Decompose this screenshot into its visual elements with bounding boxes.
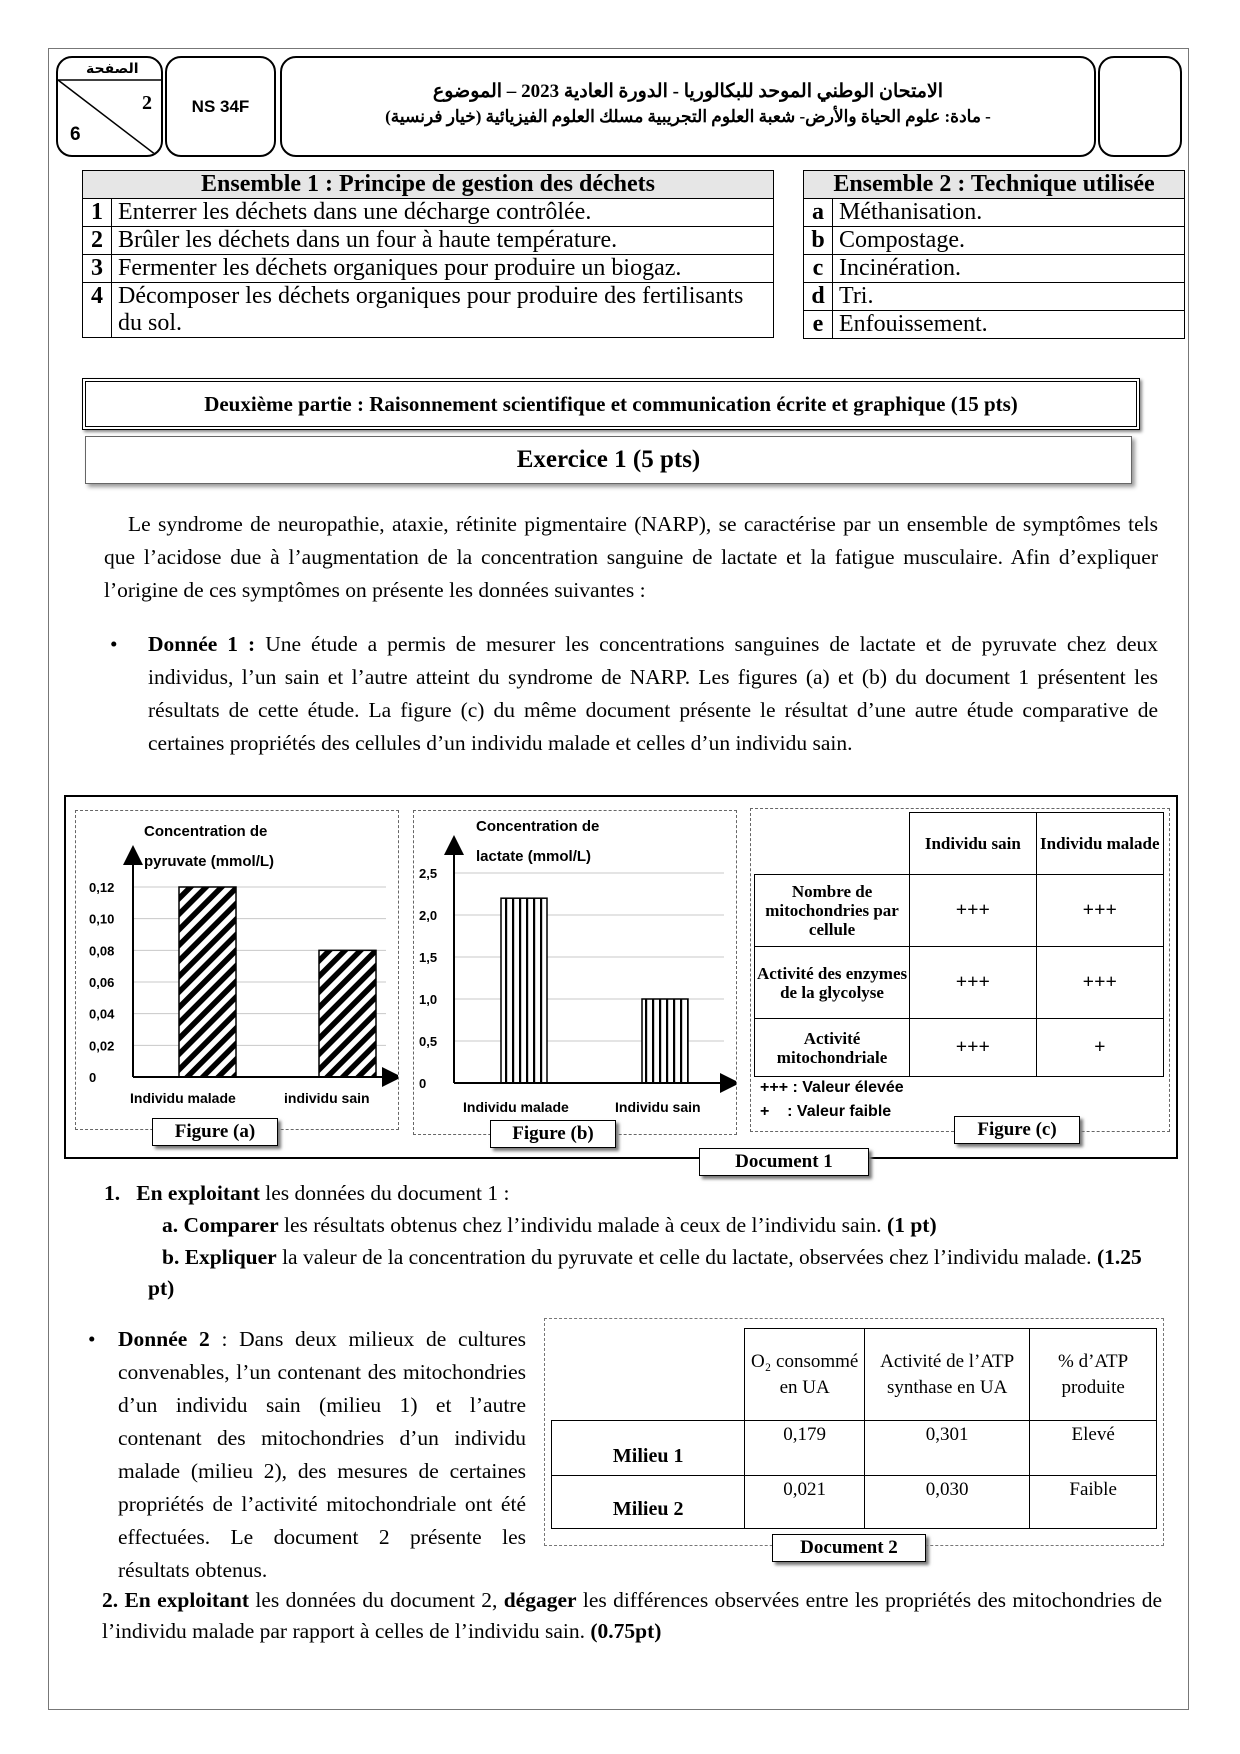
y-tick-label: 0,04 bbox=[89, 1006, 115, 1022]
col-malade: Individu malade bbox=[1036, 813, 1163, 875]
legend-low: + : Valeur faible bbox=[760, 1103, 892, 1120]
table-row: a Méthanisation. bbox=[804, 199, 1185, 227]
intro-paragraph: Le syndrome de neuropathie, ataxie, rétinite pigmentaire (NARP), se caractérise par un ensemble de symptômes tels que l’acidose due à l’augmentation de la concentration sanguine de lactate et la fatigue musculaire. Afin d’expliquer l’origine de ces symptômes on présente les données suivantes : bbox=[104, 512, 1158, 602]
document2-label: Document 2 bbox=[772, 1534, 926, 1562]
chart-title: Concentration de bbox=[144, 823, 268, 840]
table-row: 3 Fermenter les déchets organiques pour produire un biogaz. bbox=[83, 255, 774, 283]
table-row: Activité des enzymes de la glycolyse +++ +++ bbox=[755, 947, 1164, 1019]
exercise-title: Exercice 1 (5 pts) bbox=[85, 436, 1132, 484]
table-row: Activité mitochondriale +++ + bbox=[755, 1019, 1164, 1077]
figure-b-frame bbox=[413, 810, 737, 1135]
question-1: 1. En exploitant les données du document 1 : bbox=[104, 1181, 510, 1205]
ensemble2-table bbox=[803, 170, 1185, 339]
x-category-label: Individu sain bbox=[615, 1099, 701, 1115]
bullet-icon: • bbox=[110, 632, 118, 656]
x-category-label: individu sain bbox=[284, 1090, 370, 1106]
table-row: d Tri. bbox=[804, 283, 1185, 311]
y-tick-label: 2,5 bbox=[419, 866, 438, 881]
page-label: الصفحة bbox=[86, 60, 139, 76]
figure-c-table bbox=[754, 812, 1164, 1077]
bar bbox=[319, 950, 376, 1077]
document2-table bbox=[551, 1328, 1157, 1529]
y-tick-label: 0,06 bbox=[89, 975, 115, 990]
y-tick-label: 0,10 bbox=[89, 911, 115, 927]
y-tick-label: 0 bbox=[419, 1076, 427, 1091]
table-row: Milieu 2 0,021 0,030 Faible bbox=[552, 1476, 1157, 1529]
y-tick-label: 0,5 bbox=[419, 1034, 438, 1049]
legend-high: +++ : Valeur élevée bbox=[760, 1079, 904, 1096]
ensemble2-title: Ensemble 2 : Technique utilisée bbox=[804, 171, 1185, 199]
y-tick-label: 0,12 bbox=[89, 880, 115, 895]
bar bbox=[642, 999, 688, 1083]
x-category-label: Individu malade bbox=[463, 1099, 569, 1115]
figure-c-caption: Figure (c) bbox=[954, 1116, 1080, 1144]
table-row: 1 Enterrer les déchets dans une décharge contrôlée. bbox=[83, 199, 774, 227]
pyruvate-chart bbox=[76, 811, 398, 1129]
subject-code-box bbox=[165, 56, 276, 157]
header-o2: O₂ consommé en UA bbox=[745, 1329, 865, 1421]
y-tick-label: 0,02 bbox=[89, 1038, 115, 1054]
question-2: 2. En exploitant les données du document 2, dégager les différences observées entre les propriétés des mitochondries de l’individu malade par rapport à celles de l’individu sain. (0.75pt) bbox=[102, 1588, 1162, 1643]
donnee2-paragraph: Donnée 2 : Dans deux milieux de cultures convenables, l’un contenant des mitochondries d’un individu sain (milieu 1) et l’autre contenant des mitochondries d’un individu malade (milieu 2), des mesures de certaines propriétés de l’activité mitochondriale ont été effectuées. Le document 2 présente les résultats obtenus. bbox=[118, 1327, 526, 1582]
subject-code: NS 34F bbox=[191, 97, 250, 116]
chart-title: pyruvate (mmol/L) bbox=[144, 853, 275, 870]
figure-a-frame bbox=[75, 810, 399, 1130]
bullet-icon: • bbox=[88, 1327, 96, 1351]
ensemble1-table bbox=[82, 170, 774, 338]
table-row: 2 Brûler les déchets dans un four à haute température. bbox=[83, 227, 774, 255]
y-tick-label: 1,0 bbox=[419, 992, 438, 1007]
exam-title: الامتحان الوطني الموحد للبكالوريا - الدورة العادية 2023 – الموضوع bbox=[432, 81, 944, 102]
header-atp-percent: % d’ATP produite bbox=[1030, 1329, 1157, 1421]
bar bbox=[179, 887, 236, 1077]
table-row: b Compostage. bbox=[804, 227, 1185, 255]
table-row: 4 Décomposer les déchets organiques pour produire des fertilisants du sol. bbox=[83, 283, 774, 338]
chart-title: lactate (mmol/L) bbox=[476, 848, 592, 865]
donnee1-paragraph: Donnée 1 : Une étude a permis de mesurer les concentrations sanguines de lactate et de pyruvate chez deux individus, l’un sain et l’autre atteint du syndrome de NARP. Les figures (a) et (b) du document 1 présentent les résultats de cette étude. La figure (c) du même document présente le résultat d’une autre étude comparative de certaines propriétés des cellules d’un individu malade et celles d’un individu sain. bbox=[148, 632, 1158, 755]
exam-title-box bbox=[280, 56, 1096, 157]
y-tick-label: 1,5 bbox=[419, 950, 438, 965]
blank-box bbox=[1098, 56, 1182, 157]
x-category-label: Individu malade bbox=[130, 1090, 236, 1106]
figure-a-caption: Figure (a) bbox=[152, 1118, 278, 1146]
question-1b: b. Expliquer la valeur de la concentration du pyruvate et celle du lactate, observées chez l’individu malade. (1.25 pt) bbox=[148, 1245, 1142, 1300]
lactate-chart bbox=[414, 811, 736, 1134]
table-row: e Enfouissement. bbox=[804, 311, 1185, 339]
document1-label: Document 1 bbox=[699, 1148, 869, 1176]
y-tick-label: 2,0 bbox=[419, 908, 438, 923]
page-number-box bbox=[56, 56, 163, 157]
exam-subject: - مادة: علوم الحياة والأرض- شعبة العلوم التجريبية مسلك العلوم الفيزيائية (خيار فرنسية) bbox=[385, 107, 991, 126]
y-tick-label: 0 bbox=[89, 1070, 97, 1085]
question-1a: a. Comparer les résultats obtenus chez l’individu malade à ceux de l’individu sain. (1 pt) bbox=[162, 1213, 937, 1237]
col-sain: Individu sain bbox=[910, 813, 1036, 875]
y-tick-label: 0,08 bbox=[89, 943, 115, 959]
header-atp-synthase: Activité de l’ATP synthase en UA bbox=[865, 1329, 1030, 1421]
figure-b-caption: Figure (b) bbox=[490, 1120, 616, 1148]
chart-title: Concentration de bbox=[476, 818, 600, 835]
part2-title: Deuxième partie : Raisonnement scientifique et communication écrite et graphique (15 pts) bbox=[82, 378, 1140, 430]
page-number: 2 bbox=[142, 92, 152, 114]
table-row: Milieu 1 0,179 0,301 Elevé bbox=[552, 1421, 1157, 1476]
table-row: c Incinération. bbox=[804, 255, 1185, 283]
bar bbox=[501, 898, 547, 1083]
ensemble1-title: Ensemble 1 : Principe de gestion des déchets bbox=[83, 171, 774, 199]
page-total: 6 bbox=[70, 124, 81, 145]
table-row: Nombre de mitochondries par cellule +++ +++ bbox=[755, 875, 1164, 947]
